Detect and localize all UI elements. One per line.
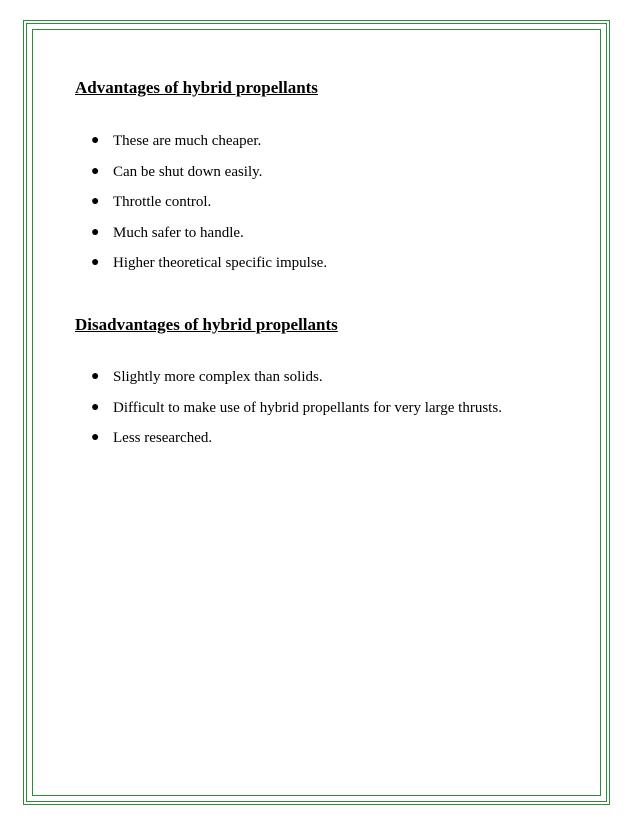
list-item	[90, 224, 327, 255]
advantages-heading: Advantages of hybrid propellants	[75, 78, 318, 97]
bullet-dot-icon: ●	[91, 255, 100, 270]
bullet-dot-icon: ●	[91, 430, 100, 445]
list-item	[90, 193, 327, 224]
list-item	[90, 254, 327, 285]
list-item	[90, 132, 327, 163]
list-item-text: Difficult to make use of hybrid propellants for very large thrusts.	[113, 399, 502, 416]
disadvantages-heading: Disadvantages of hybrid propellants	[75, 315, 338, 334]
list-item-text: Can be shut down easily.	[113, 163, 263, 180]
list-item-text: Less researched.	[113, 430, 213, 446]
list-item-text: Much safer to handle.	[113, 224, 244, 241]
list-item-text: Slightly more complex than solids.	[113, 369, 323, 385]
bullet-dot-icon: ●	[91, 194, 100, 209]
list-item	[90, 429, 502, 460]
list-item	[90, 399, 502, 430]
list-item-text: These are much cheaper.	[113, 133, 262, 149]
bullet-dot-icon: ●	[91, 163, 100, 179]
disadvantages-list	[90, 368, 502, 460]
advantages-list	[90, 132, 327, 285]
list-item	[90, 163, 327, 194]
list-item	[90, 368, 502, 399]
bullet-dot-icon: ●	[91, 133, 100, 148]
list-item-text: Higher theoretical specific impulse.	[113, 255, 328, 271]
bullet-dot-icon: ●	[91, 224, 100, 240]
bullet-dot-icon: ●	[91, 399, 100, 415]
list-item-text: Throttle control.	[113, 194, 212, 210]
bullet-dot-icon: ●	[91, 369, 100, 384]
